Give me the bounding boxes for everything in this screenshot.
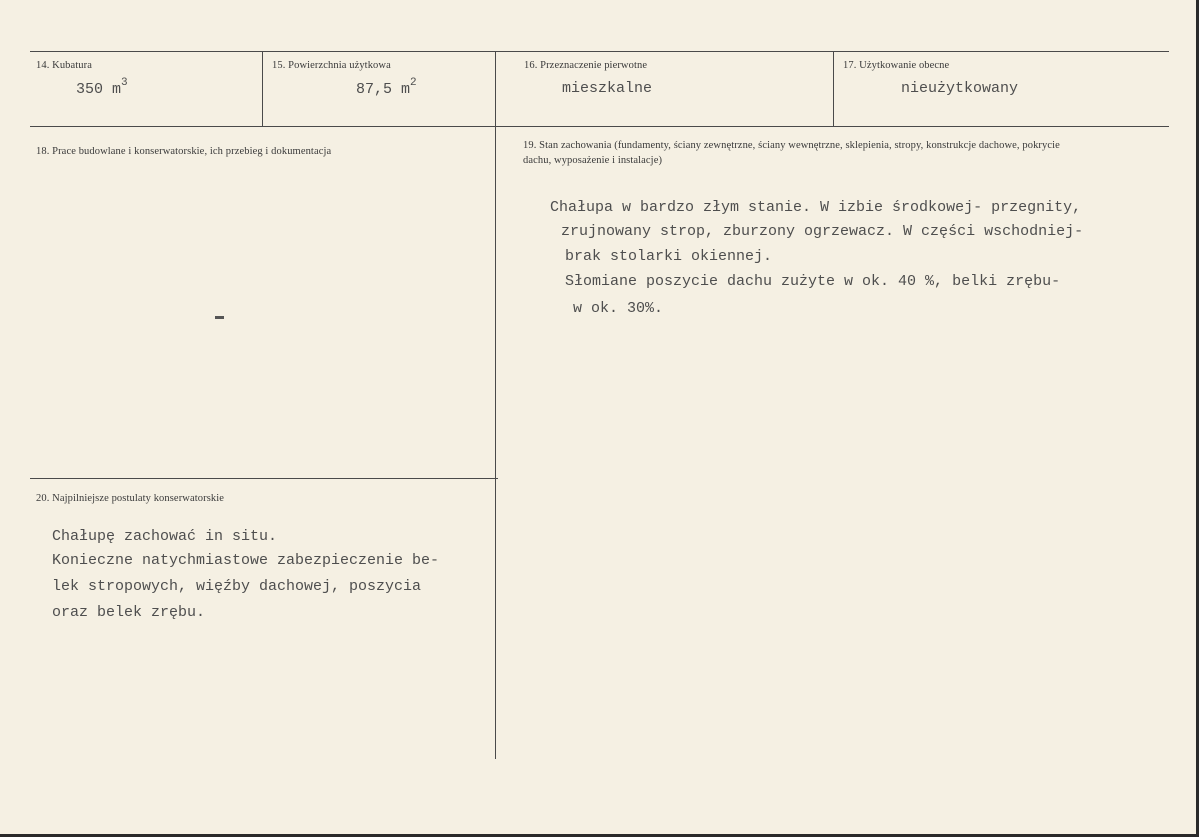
field18-label: 18. Prace budowlane i konserwatorskie, ich przebieg i dokumentacja (36, 146, 332, 157)
row1-bottom-rule (30, 126, 1169, 127)
field19-line-3: brak stolarki okiennej. (565, 248, 773, 265)
divider-14-15 (262, 51, 263, 126)
field15-value: 87,5 $m^2$ (356, 77, 417, 98)
field18-bottom-rule (30, 478, 498, 479)
divider-15-16 (495, 51, 496, 759)
top-rule (30, 51, 1169, 52)
field19-label: 19. Stan zachowania (fundamenty, ściany zewnętrzne, ściany wewnętrzne, sklepienia, stropy, konstrukcje dachowe, pokrycie dachu, wyposażenie i instalacje) (523, 140, 1060, 166)
field20-line-3: lek stropowych, więźby dachowej, poszycia (52, 578, 422, 595)
field19-line-1: Chałupa w bardzo złym stanie. W izbie środkowej- przegnity, (550, 199, 1082, 216)
field17-value: nieużytkowany (901, 80, 1019, 97)
field19-line-4: Słomiane poszycie dachu zużyte w ok. 40 %, belki zrębu- (565, 273, 1061, 290)
field20-label: 20. Najpilniejsze postulaty konserwatorskie (36, 493, 225, 504)
field19-line-5: w ok. 30%. (573, 300, 664, 317)
field15-label: 15. Powierzchnia użytkowa (272, 60, 391, 71)
field14-label: 14. Kubatura (36, 60, 93, 71)
divider-16-17 (833, 51, 834, 126)
field20-line-2: Konieczne natychmiastowe zabezpieczenie be- (52, 552, 440, 569)
field14-value: 350 $m^3$ (76, 77, 128, 98)
field16-label: 16. Przeznaczenie pierwotne (524, 60, 648, 71)
field20-line-4: oraz belek zrębu. (52, 604, 206, 621)
field18-value-dash (215, 316, 224, 319)
field19-line-2: zrujnowany strop, zburzony ogrzewacz. W części wschodniej- (561, 223, 1084, 240)
field16-value: mieszkalne (562, 80, 653, 97)
field17-label: 17. Użytkowanie obecne (843, 60, 950, 71)
field20-line-1: Chałupę zachować in situ. (52, 528, 278, 545)
